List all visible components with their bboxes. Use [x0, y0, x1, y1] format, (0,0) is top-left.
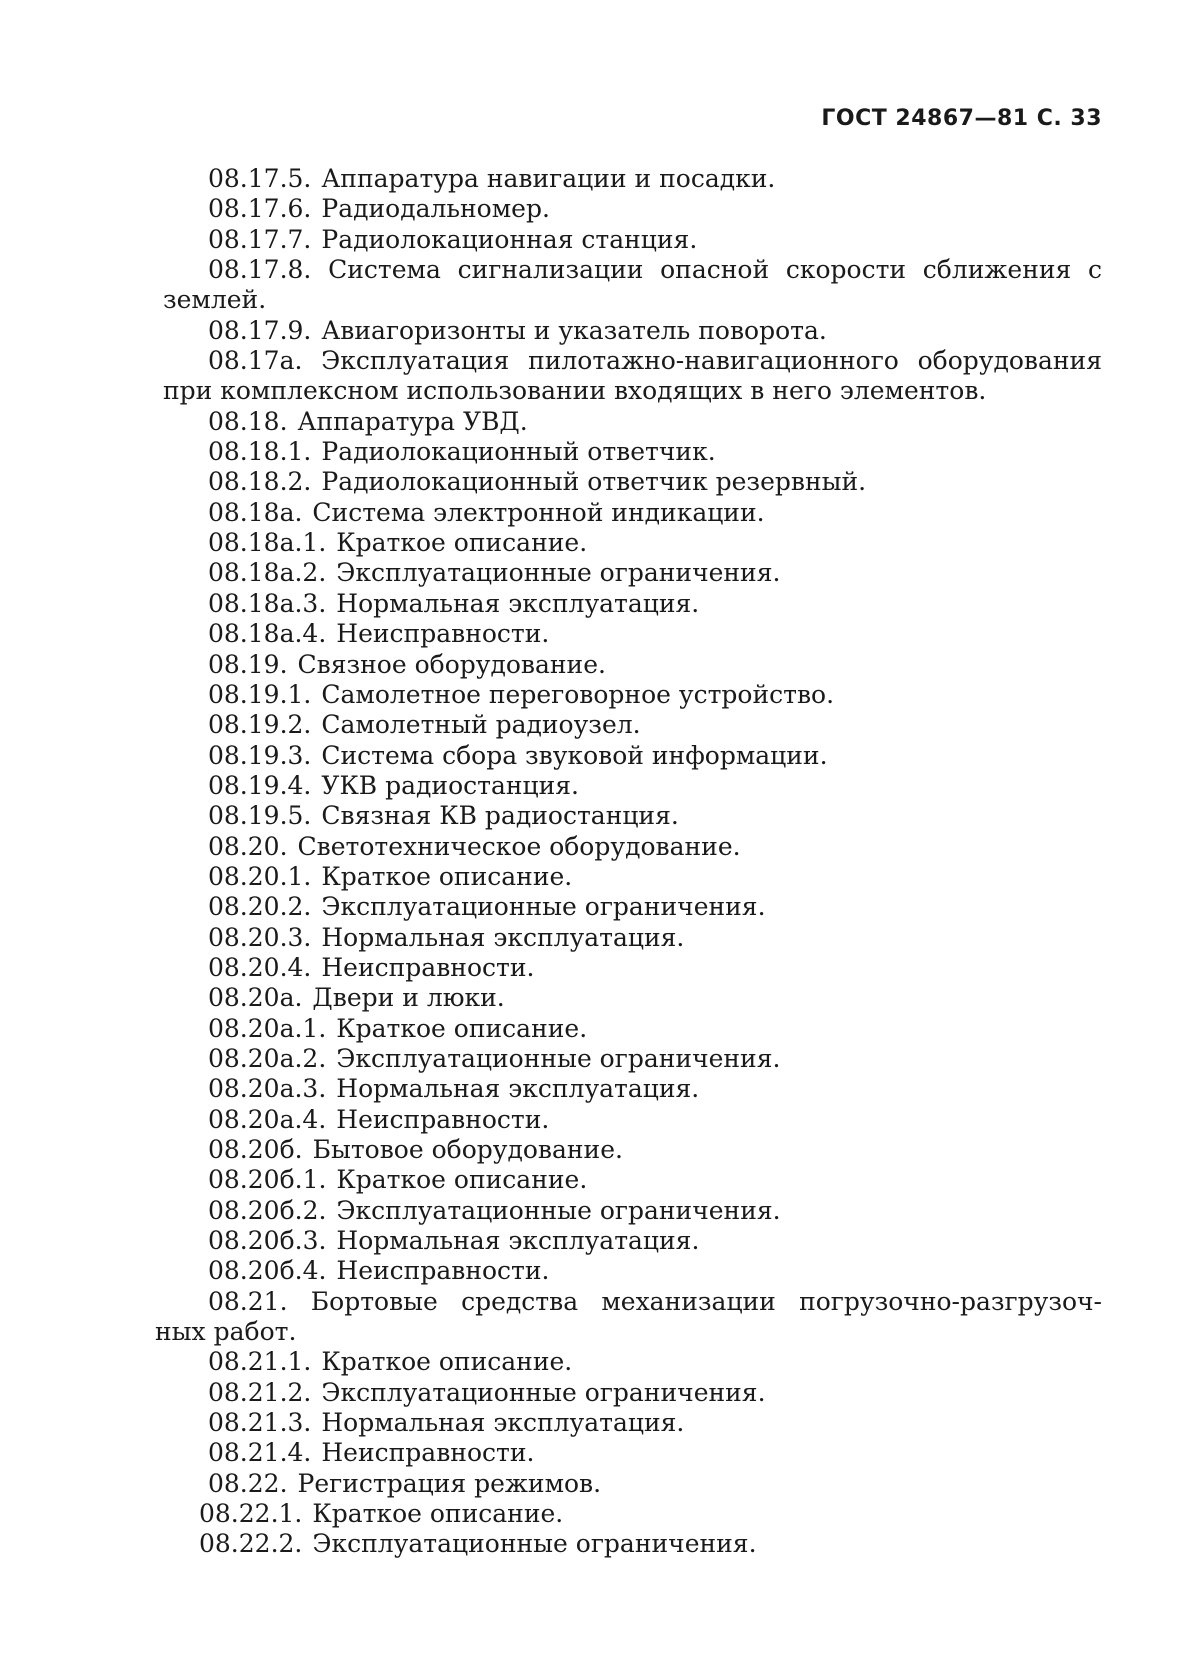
item-text: Неисправности.: [336, 1256, 550, 1286]
item-number: 08.22.: [208, 1468, 288, 1498]
list-item: [0, 741, 1187, 771]
list-item: [0, 437, 1187, 467]
item-number: 08.20.2.: [208, 892, 312, 922]
item-number: 08.17.8.: [208, 255, 312, 285]
item-number: 08.19.: [208, 649, 288, 679]
list-item: [0, 589, 1187, 619]
item-text: Нормальная эксплуатация.: [336, 1226, 700, 1256]
item-text: Аппаратура УВД.: [297, 406, 528, 436]
item-number: 08.19.1.: [208, 679, 312, 709]
running-head: ГОСТ 24867—81 С. 33: [821, 106, 1102, 131]
list-item: [0, 558, 1187, 588]
item-number: 08.19.4.: [208, 770, 312, 800]
item-number: 08.21.2.: [208, 1377, 312, 1407]
list-item: [0, 1105, 1187, 1135]
item-text: Регистрация режимов.: [297, 1468, 602, 1498]
item-number: 08.18а.4.: [208, 619, 327, 649]
item-text: Краткое описание.: [336, 1165, 588, 1195]
item-text: Радиолокационный ответчик резервный.: [321, 467, 867, 497]
section-list: [0, 164, 1187, 1560]
list-item: [0, 1014, 1187, 1044]
item-number: 08.17.5.: [208, 164, 312, 193]
list-item: [0, 1287, 1187, 1317]
item-number: 08.17а.: [208, 346, 303, 376]
item-text: Эксплуатационные ограничения.: [321, 892, 766, 922]
item-text: Неисправности.: [336, 619, 550, 649]
list-item: [0, 1529, 1187, 1559]
item-number: 08.22.2.: [199, 1529, 303, 1559]
list-item: [0, 467, 1187, 497]
item-text: Краткое описание.: [336, 528, 588, 558]
list-item-continuation: землей.: [163, 285, 267, 315]
list-item: [0, 255, 1187, 285]
item-text: Система сигнализации опасной скорости сближения с: [328, 255, 1103, 285]
item-number: 08.20.: [208, 831, 288, 861]
item-number: 08.20б.3.: [208, 1226, 327, 1256]
item-text: Самолетное переговорное устройство.: [321, 679, 835, 709]
list-item: [0, 650, 1187, 680]
list-item: [0, 1438, 1187, 1468]
item-text: Эксплуатационные ограничения.: [336, 558, 781, 588]
item-text: Эксплуатационные ограничения.: [336, 1043, 781, 1073]
item-number: 08.21.1.: [208, 1347, 312, 1377]
item-text: Радиолокационная станция.: [321, 224, 698, 254]
item-text: Краткое описание.: [321, 1347, 573, 1377]
list-item: [0, 498, 1187, 528]
item-text: Связная КВ радиостанция.: [321, 801, 679, 831]
item-text: Авиагоризонты и указатель поворота.: [321, 315, 827, 345]
item-text: Краткое описание.: [321, 861, 573, 891]
item-number: 08.21.: [208, 1286, 288, 1316]
list-item: [0, 346, 1187, 376]
item-number: 08.19.5.: [208, 801, 312, 831]
list-item: [0, 1044, 1187, 1074]
item-number: 08.21.3.: [208, 1408, 312, 1438]
item-number: 08.20а.1.: [208, 1013, 327, 1043]
list-item: [0, 680, 1187, 710]
item-number: 08.18.1.: [208, 437, 312, 467]
list-item-continuation: ных работ.: [155, 1317, 297, 1347]
list-item: [0, 1347, 1187, 1377]
list-item: [0, 983, 1187, 1013]
item-number: 08.21.4.: [208, 1438, 312, 1468]
item-text: Нормальная эксплуатация.: [336, 1074, 700, 1104]
item-number: 08.20б.1.: [208, 1165, 327, 1195]
item-number: 08.20а.3.: [208, 1074, 327, 1104]
list-item: [0, 316, 1187, 346]
list-item: [0, 1074, 1187, 1104]
list-item: [0, 619, 1187, 649]
item-number: 08.18.: [208, 406, 288, 436]
list-item: [0, 1256, 1187, 1286]
list-item: [0, 164, 1187, 194]
item-number: 08.20б.4.: [208, 1256, 327, 1286]
item-text: Бытовое оборудование.: [312, 1135, 623, 1164]
item-number: 08.20.4.: [208, 952, 312, 982]
item-number: 08.17.9.: [208, 315, 312, 345]
item-text: Краткое описание.: [336, 1013, 588, 1043]
item-text: Самолетный радиоузел.: [321, 710, 641, 740]
item-number: 08.20.3.: [208, 922, 312, 952]
item-text: Неисправности.: [336, 1104, 550, 1134]
item-number: 08.20а.2.: [208, 1043, 327, 1073]
list-item: [0, 225, 1187, 255]
list-item: [0, 528, 1187, 558]
item-number: 08.20б.: [208, 1135, 303, 1164]
item-text: УКВ радиостанция.: [321, 770, 579, 800]
list-item: [0, 1135, 1187, 1165]
list-item: [0, 1196, 1187, 1226]
item-text: Нормальная эксплуатация.: [321, 1408, 685, 1438]
item-number: 08.20а.4.: [208, 1104, 327, 1134]
item-text: Радиолокационный ответчик.: [321, 437, 716, 467]
item-number: 08.20б.2.: [208, 1195, 327, 1225]
list-item: [0, 801, 1187, 831]
item-text: Светотехническое оборудование.: [297, 831, 741, 861]
item-text: Бортовые средства механизации погрузочно-разгрузоч-: [310, 1286, 1102, 1316]
list-item: [0, 1499, 1187, 1529]
item-number: 08.18.2.: [208, 467, 312, 497]
item-text: Система сбора звуковой информации.: [321, 740, 828, 770]
item-number: 08.18а.: [208, 497, 303, 527]
list-item: [0, 1378, 1187, 1408]
item-text: Нормальная эксплуатация.: [336, 588, 700, 618]
item-text: Связное оборудование.: [297, 649, 606, 679]
item-text: Эксплуатационные ограничения.: [336, 1195, 781, 1225]
list-item: [0, 832, 1187, 862]
list-item: [0, 1226, 1187, 1256]
item-number: 08.19.3.: [208, 740, 312, 770]
list-item-continuation: при комплексном использовании входящих в него элементов.: [163, 376, 987, 406]
list-item: [0, 923, 1187, 953]
item-number: 08.20.1.: [208, 861, 312, 891]
item-text: Неисправности.: [321, 952, 535, 982]
item-text: Радиодальномер.: [321, 194, 550, 224]
list-item: [0, 1469, 1187, 1499]
item-text: Двери и люки.: [312, 983, 505, 1013]
item-number: 08.18а.1.: [208, 528, 327, 558]
list-item: [0, 862, 1187, 892]
item-text: Нормальная эксплуатация.: [321, 922, 685, 952]
list-item: [0, 407, 1187, 437]
item-text: Эксплуатационные ограничения.: [312, 1529, 757, 1559]
item-number: 08.18а.3.: [208, 588, 327, 618]
item-text: Система электронной индикации.: [312, 497, 765, 527]
item-text: Эксплуатация пилотажно-навигационного оборудования: [321, 346, 1102, 376]
list-item: [0, 771, 1187, 801]
list-item: [0, 194, 1187, 224]
item-text: Краткое описание.: [312, 1499, 564, 1529]
list-item: [0, 710, 1187, 740]
item-text: Аппаратура навигации и посадки.: [321, 164, 776, 193]
item-number: 08.22.1.: [199, 1499, 303, 1529]
item-text: Неисправности.: [321, 1438, 535, 1468]
list-item: [0, 953, 1187, 983]
item-number: 08.18а.2.: [208, 558, 327, 588]
item-number: 08.17.6.: [208, 194, 312, 224]
item-text: Эксплуатационные ограничения.: [321, 1377, 766, 1407]
list-item: [0, 1165, 1187, 1195]
item-number: 08.19.2.: [208, 710, 312, 740]
item-number: 08.20а.: [208, 983, 303, 1013]
item-number: 08.17.7.: [208, 224, 312, 254]
list-item: [0, 892, 1187, 922]
list-item: [0, 1408, 1187, 1438]
